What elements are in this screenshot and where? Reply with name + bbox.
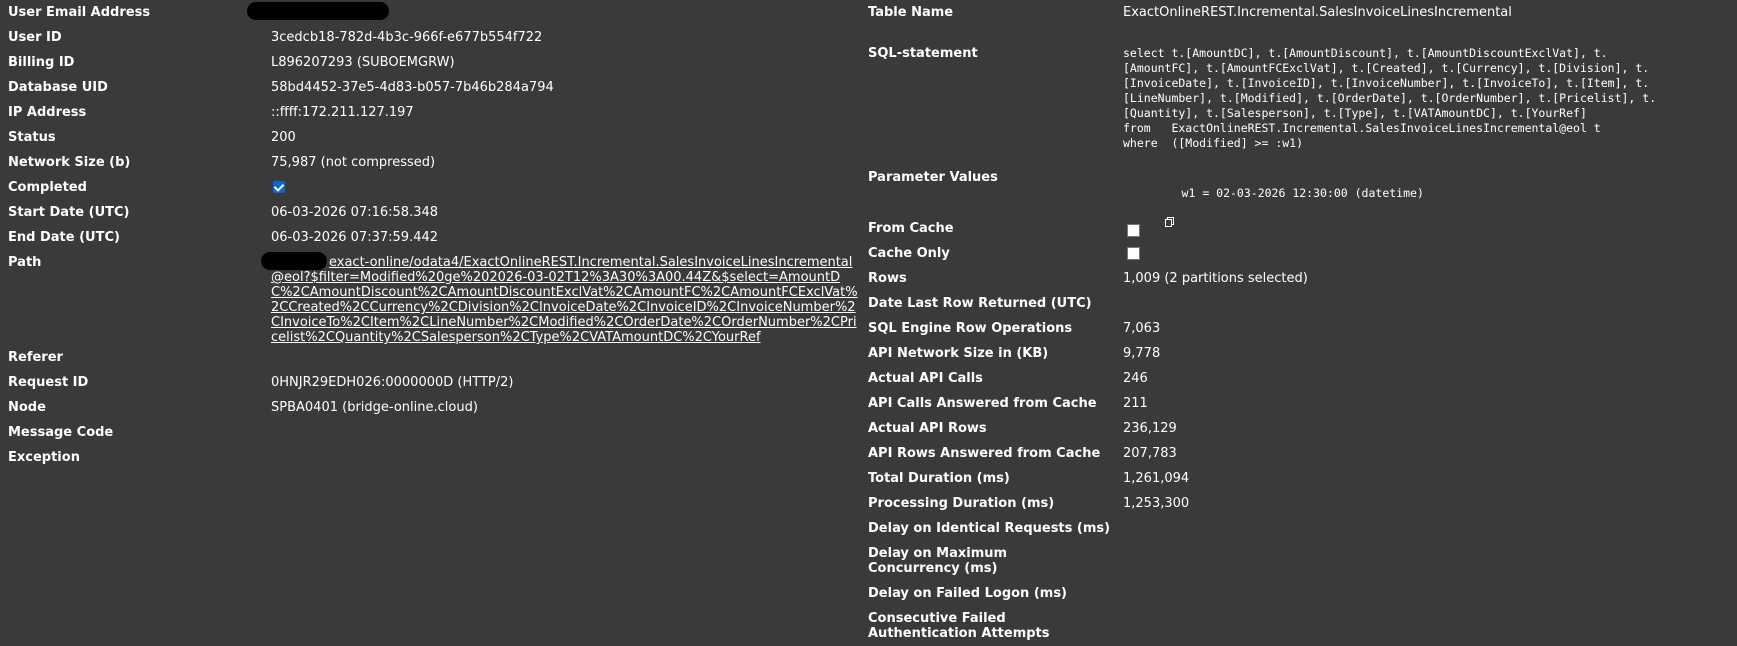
total-duration-value: 1,261,094: [1123, 471, 1190, 486]
row-from-cache: [860, 216, 1737, 241]
billing-id-value: L896207293 (SUBOEMGRW): [271, 55, 455, 70]
row-request-id: [0, 370, 860, 395]
row-node: [0, 395, 860, 420]
cache-only-checkbox[interactable]: [1127, 247, 1140, 260]
row-delay-concurrency: [860, 541, 1737, 581]
ip-address-value: ::ffff:172.211.127.197: [271, 105, 414, 120]
row-database-uid: [0, 75, 860, 100]
row-exception: [0, 445, 860, 470]
billing-id-label: Billing ID: [8, 55, 75, 70]
row-processing-duration: [860, 491, 1737, 516]
api-rows-cache-value: 207,783: [1123, 446, 1177, 461]
request-id-label: Request ID: [8, 375, 89, 390]
row-failed-auth: [860, 606, 1737, 646]
api-calls-cache-label: API Calls Answered from Cache: [868, 396, 1097, 411]
path-label: Path: [8, 255, 42, 270]
end-date-value: 06-03-2026 07:37:59.442: [271, 230, 439, 245]
referer-label: Referer: [8, 350, 63, 365]
exception-value: [271, 445, 860, 450]
row-referer: [0, 345, 860, 370]
delay-concurrency-label: Delay on Maximum Concurrency (ms): [868, 546, 1008, 576]
user-id-value: 3cedcb18-782d-4b3c-966f-e677b554f722: [271, 30, 543, 45]
status-label: Status: [8, 130, 56, 145]
sql-statement-value: select t.[AmountDC], t.[AmountDiscount], t.[AmountDiscountExclVat], t. [AmountFC], t.[AmountFCExclVat], t.[Created], t.[Currency], t.[Division], t. [InvoiceDate], t.[InvoiceID], t.[InvoiceNumber], t.[InvoiceTo], t.[Item], t. [LineNumber], t.[Modified], t.[OrderDate], t.[OrderNumber], t.[Pricelist], t. [Quantity], t.[Salesperson], t.[Type], t.[VATAmountDC], t.[YourRef] from ExactOnlineREST.Incremental.SalesInvoiceLinesIncremental@eol t where ([Modified] >= :w1): [1123, 46, 1657, 150]
network-size-value: 75,987 (not compressed): [271, 155, 436, 170]
request-details-panel: [0, 0, 860, 470]
parameter-values-value: w1 = 02-03-2026 12:30:00 (datetime): [1181, 186, 1424, 200]
row-api-calls-cache: [860, 391, 1737, 416]
row-parameter-values: [860, 165, 1737, 216]
failed-auth-label: Consecutive Failed Authentication Attempts: [868, 611, 1050, 641]
exception-label: Exception: [8, 450, 80, 465]
row-end-date: [0, 225, 860, 250]
row-api-network-size: [860, 341, 1737, 366]
row-actual-api-calls: [860, 366, 1737, 391]
cache-only-label: Cache Only: [868, 246, 950, 261]
row-message-code: [0, 420, 860, 445]
row-billing-id: [0, 50, 860, 75]
user-id-label: User ID: [8, 30, 62, 45]
node-label: Node: [8, 400, 46, 415]
rows-label: Rows: [868, 271, 907, 286]
row-table-name: [860, 0, 1737, 33]
message-code-value: [271, 420, 860, 425]
message-code-label: Message Code: [8, 425, 114, 440]
api-network-size-value: 9,778: [1123, 346, 1161, 361]
ip-address-label: IP Address: [8, 105, 87, 120]
delay-identical-value: [1123, 516, 1723, 521]
start-date-label: Start Date (UTC): [8, 205, 130, 220]
path-link[interactable]: exact-online/odata4/ExactOnlineREST.Incremental.SalesInvoiceLinesIncremental@eol?$filter=Modified%20ge%202026-03-02T12%3A30%3A00.44Z&$select=AmountDC%2CAmountDiscount%2CAmountDiscountExclVat%2CAmountFC%2CAmountFCExclVat%2CCreated%2CCurrency%2CDivision%2CInvoiceDate%2CInvoiceID%2CInvoiceNumber%2CInvoiceTo%2CItem%2CLineNumber%2CModified%2COrderDate%2COrderNumber%2CPricelist%2CQuantity%2CSalesperson%2CType%2CVATAmountDC%2CYourRef: [271, 255, 858, 345]
row-start-date: [0, 200, 860, 225]
referer-value: [271, 345, 860, 350]
row-api-rows-cache: [860, 441, 1737, 466]
table-name-label: Table Name: [868, 5, 954, 20]
query-details-panel: [860, 0, 1737, 646]
parameter-values-label: Parameter Values: [868, 170, 998, 185]
delay-failed-logon-label: Delay on Failed Logon (ms): [868, 586, 1067, 601]
copy-icon[interactable]: [1165, 186, 1174, 196]
actual-api-calls-label: Actual API Calls: [868, 371, 983, 386]
actual-api-rows-value: 236,129: [1123, 421, 1177, 436]
row-completed: [0, 175, 860, 200]
row-path: [0, 250, 860, 345]
row-delay-identical: [860, 516, 1737, 541]
sql-engine-ops-label: SQL Engine Row Operations: [868, 321, 1073, 336]
processing-duration-value: 1,253,300: [1123, 496, 1190, 511]
user-email-value: [271, 0, 860, 20]
start-date-value: 06-03-2026 07:16:58.348: [271, 205, 439, 220]
api-calls-cache-value: 211: [1123, 396, 1148, 411]
actual-api-calls-value: 246: [1123, 371, 1148, 386]
delay-failed-logon-value: [1123, 581, 1723, 586]
from-cache-checkbox[interactable]: [1127, 224, 1140, 237]
row-total-duration: [860, 466, 1737, 491]
end-date-label: End Date (UTC): [8, 230, 120, 245]
row-ip-address: [0, 100, 860, 125]
row-date-last-row: [860, 291, 1737, 316]
row-user-id: [0, 25, 860, 50]
row-actual-api-rows: [860, 416, 1737, 441]
database-uid-value: 58bd4452-37e5-4d83-b057-7b46b284a794: [271, 80, 554, 95]
api-rows-cache-label: API Rows Answered from Cache: [868, 446, 1101, 461]
row-status: [0, 125, 860, 150]
date-last-row-label: Date Last Row Returned (UTC): [868, 296, 1092, 311]
delay-identical-label: Delay on Identical Requests (ms): [868, 521, 1111, 536]
row-rows: [860, 266, 1737, 291]
redacted-path-prefix: [261, 252, 327, 270]
failed-auth-value: [1123, 606, 1723, 611]
row-cache-only: [860, 241, 1737, 266]
row-sql-statement: [860, 33, 1737, 165]
user-email-label: User Email Address: [8, 5, 151, 20]
completed-checkbox[interactable]: [273, 181, 285, 193]
table-name-value: ExactOnlineREST.Incremental.SalesInvoiceLinesIncremental: [1123, 5, 1512, 20]
request-id-value: 0HNJR29EDH026:0000000D (HTTP/2): [271, 375, 514, 390]
date-last-row-value: [1123, 291, 1723, 296]
rows-value: 1,009 (2 partitions selected): [1123, 271, 1308, 286]
from-cache-label: From Cache: [868, 221, 954, 236]
row-delay-failed-logon: [860, 581, 1737, 606]
total-duration-label: Total Duration (ms): [868, 471, 1010, 486]
sql-engine-ops-value: 7,063: [1123, 321, 1161, 336]
actual-api-rows-label: Actual API Rows: [868, 421, 987, 436]
completed-label: Completed: [8, 180, 87, 195]
processing-duration-label: Processing Duration (ms): [868, 496, 1055, 511]
row-network-size: [0, 150, 860, 175]
node-value: SPBA0401 (bridge-online.cloud): [271, 400, 478, 415]
row-sql-engine-ops: [860, 316, 1737, 341]
database-uid-label: Database UID: [8, 80, 108, 95]
sql-statement-label: SQL-statement: [868, 46, 978, 61]
status-value: 200: [271, 130, 296, 145]
network-size-label: Network Size (b): [8, 155, 131, 170]
api-network-size-label: API Network Size in (KB): [868, 346, 1049, 361]
delay-concurrency-value: [1123, 541, 1723, 546]
row-user-email: [0, 0, 860, 25]
redacted-email-block: [247, 2, 389, 20]
